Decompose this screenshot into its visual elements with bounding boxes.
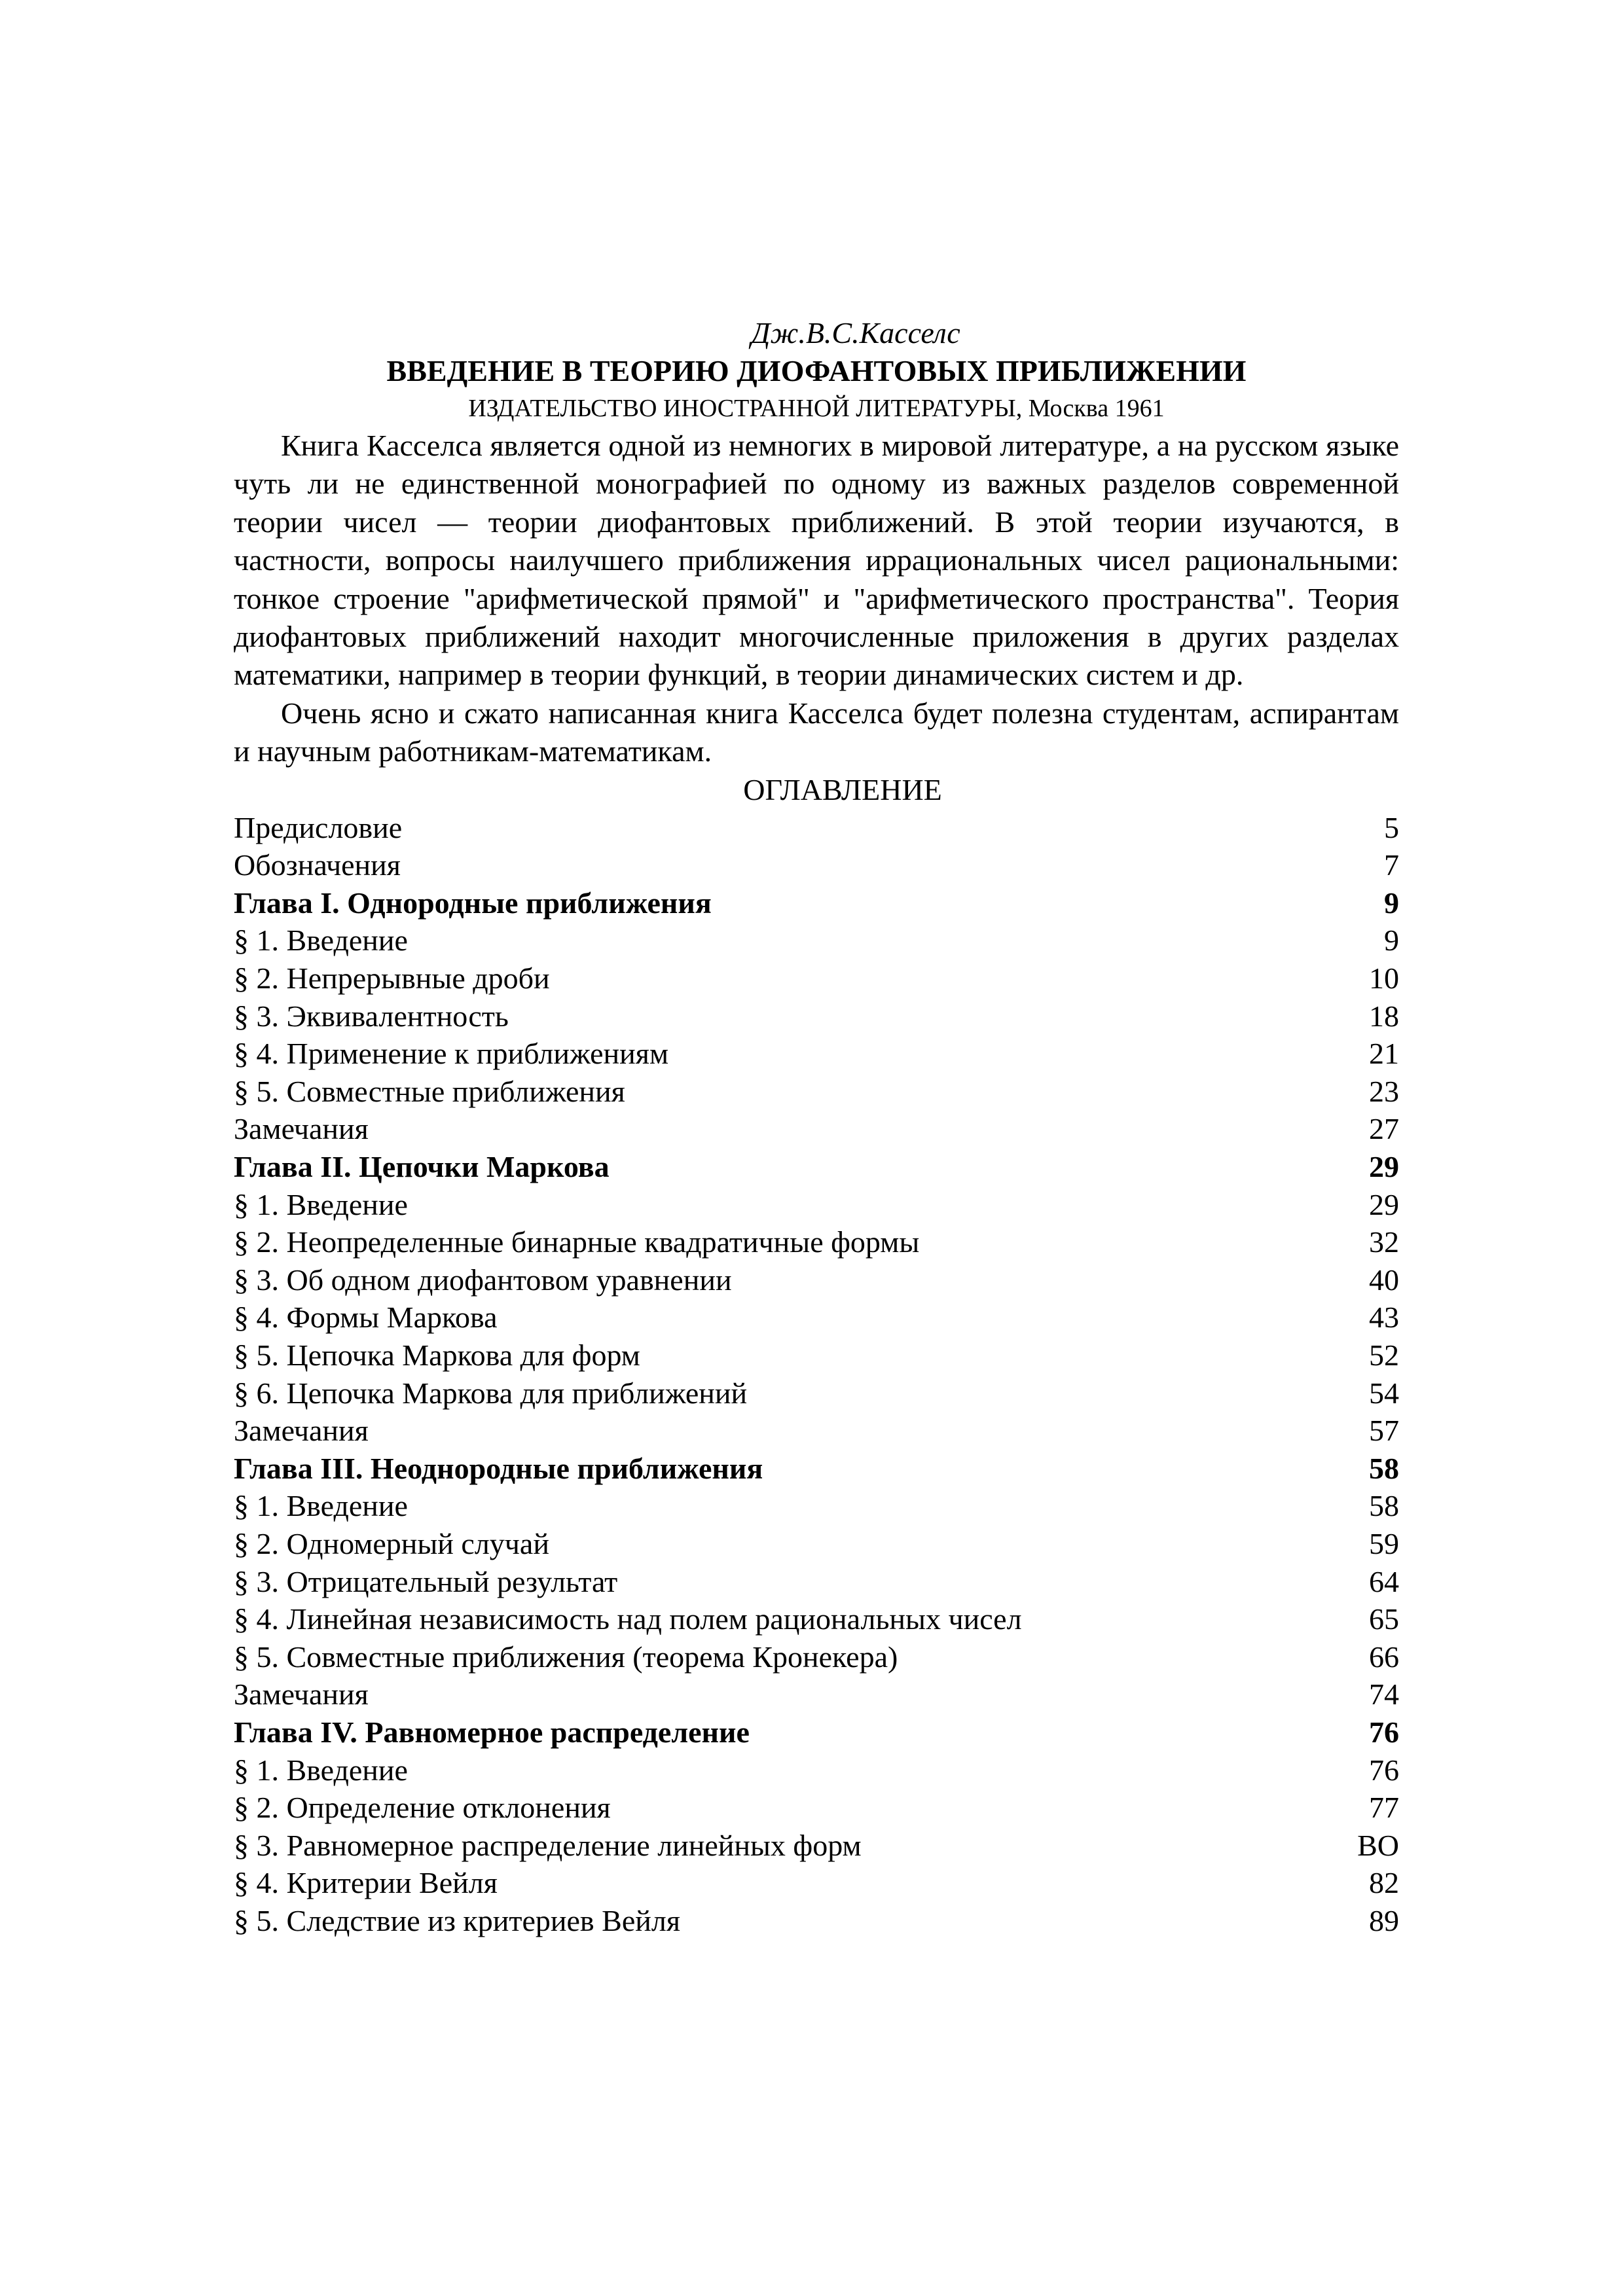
toc-row	[234, 1525, 1399, 1563]
toc-entry-label: § 1. Введение	[234, 924, 408, 958]
toc-entry-page: 29	[1369, 1150, 1399, 1183]
toc-row	[234, 1600, 1399, 1638]
toc-entry-label: § 1. Введение	[234, 1489, 408, 1523]
toc-row	[234, 1751, 1399, 1789]
toc-entry-page: 54	[1369, 1376, 1399, 1410]
book-title: ВВЕДЕНИЕ В ТЕОРИЮ ДИОФАНТОВЫХ ПРИБЛИЖЕНИИ	[386, 354, 1247, 387]
book-author: Дж.В.С.Касселс	[751, 316, 960, 350]
toc-row	[234, 1374, 1399, 1412]
toc-chapter-row	[234, 1148, 1399, 1186]
toc-entry-label: Замечания	[234, 1414, 369, 1448]
toc-entry-label: § 4. Применение к приближениям	[234, 1037, 669, 1071]
toc-entry-label: § 3. Об одном диофантовом уравнении	[234, 1263, 732, 1297]
toc-entry-page: 65	[1369, 1602, 1399, 1636]
toc-row	[234, 1789, 1399, 1827]
toc-row	[234, 1638, 1399, 1676]
toc-entry-label: Глава I. Однородные приближения	[234, 886, 712, 920]
toc-entry-page: 82	[1369, 1866, 1399, 1900]
toc-entry-label: § 4. Линейная независимость над полем рациональных чисел	[234, 1602, 1022, 1636]
toc-entry-label: § 3. Равномерное распределение линейных форм	[234, 1828, 862, 1862]
toc-chapter-row	[234, 884, 1399, 922]
toc-row	[234, 1073, 1399, 1111]
toc-entry-page: 18	[1369, 999, 1399, 1033]
toc-entry-page: 40	[1369, 1263, 1399, 1297]
toc-entry-page: 64	[1369, 1564, 1399, 1598]
toc-row	[234, 1827, 1399, 1865]
toc-row	[234, 922, 1399, 960]
toc-heading: ОГЛАВЛЕНИЕ	[743, 772, 942, 806]
toc-entry-label: § 2. Одномерный случай	[234, 1526, 549, 1560]
toc-entry-page: 43	[1369, 1300, 1399, 1335]
toc-entry-page: 52	[1369, 1338, 1399, 1372]
toc-entry-label: § 1. Введение	[234, 1187, 408, 1221]
table-of-contents	[234, 809, 1399, 1940]
toc-row	[234, 1223, 1399, 1261]
toc-entry-page: 9	[1384, 886, 1399, 920]
toc-entry-page: 77	[1369, 1791, 1399, 1825]
toc-entry-label: § 2. Определение отклонения	[234, 1791, 611, 1825]
toc-entry-label: § 2. Непрерывные дроби	[234, 961, 550, 996]
toc-row	[234, 1563, 1399, 1601]
toc-entry-page: 7	[1384, 848, 1399, 882]
toc-row	[234, 1676, 1399, 1713]
toc-entry-label: § 5. Совместные приближения (теорема Кронекера)	[234, 1640, 898, 1674]
document-page	[234, 314, 1399, 1939]
toc-entry-label: Замечания	[234, 1677, 369, 1712]
toc-entry-label: § 1. Введение	[234, 1753, 408, 1787]
toc-entry-label: § 5. Цепочка Маркова для форм	[234, 1338, 640, 1372]
toc-row	[234, 997, 1399, 1035]
toc-entry-page: 23	[1369, 1074, 1399, 1108]
toc-entry-label: § 3. Отрицательный результат	[234, 1564, 618, 1598]
toc-entry-page: 10	[1369, 961, 1399, 996]
toc-row	[234, 1261, 1399, 1299]
book-publisher: ИЗДАТЕЛЬСТВО ИНОСТРАННОЙ ЛИТЕРАТУРЫ, Москва 1961	[468, 395, 1165, 422]
toc-entry-label: Глава II. Цепочки Маркова	[234, 1150, 610, 1183]
toc-entry-page: 74	[1369, 1677, 1399, 1712]
toc-entry-page: 58	[1369, 1451, 1399, 1485]
toc-row	[234, 1186, 1399, 1224]
toc-entry-label: § 3. Эквивалентность	[234, 999, 509, 1033]
description-paragraph: Очень ясно и сжато написанная книга Касселса будет полезна студентам, аспирантам и научным работникам-математикам.	[234, 696, 1399, 768]
toc-entry-page: 76	[1369, 1715, 1399, 1749]
toc-entry-page: 21	[1369, 1037, 1399, 1071]
toc-entry-label: Обозначения	[234, 848, 401, 882]
toc-entry-label: Глава IV. Равномерное распределение	[234, 1715, 750, 1749]
toc-entry-label: Глава III. Неоднородные приближения	[234, 1451, 763, 1485]
toc-chapter-row	[234, 1450, 1399, 1488]
toc-entry-page: ВО	[1357, 1828, 1399, 1862]
toc-entry-label: § 4. Формы Маркова	[234, 1300, 498, 1335]
toc-entry-page: 58	[1369, 1489, 1399, 1523]
toc-entry-label: Предисловие	[234, 810, 403, 844]
toc-entry-page: 9	[1384, 924, 1399, 958]
toc-row	[234, 846, 1399, 884]
toc-entry-page: 29	[1369, 1187, 1399, 1221]
toc-entry-label: § 2. Неопределенные бинарные квадратичные формы	[234, 1225, 920, 1259]
toc-chapter-row	[234, 1713, 1399, 1751]
toc-entry-page: 76	[1369, 1753, 1399, 1787]
toc-entry-label: § 5. Следствие из критериев Вейля	[234, 1903, 680, 1937]
toc-entry-page: 89	[1369, 1903, 1399, 1937]
toc-entry-label: § 4. Критерии Вейля	[234, 1866, 498, 1900]
toc-entry-page: 57	[1369, 1414, 1399, 1448]
toc-row	[234, 809, 1399, 847]
toc-entry-label: § 5. Совместные приближения	[234, 1074, 625, 1108]
toc-entry-page: 5	[1384, 810, 1399, 844]
toc-entry-page: 59	[1369, 1526, 1399, 1560]
toc-row	[234, 1412, 1399, 1450]
toc-row	[234, 960, 1399, 997]
toc-entry-page: 27	[1369, 1112, 1399, 1146]
toc-row	[234, 1110, 1399, 1148]
toc-row	[234, 1336, 1399, 1374]
toc-entry-label: Замечания	[234, 1112, 369, 1146]
toc-entry-page: 32	[1369, 1225, 1399, 1259]
description-paragraph: Книга Касселса является одной из немногих в мировой литературе, а на русском языке чуть ли не единственной монографией по одному из важных разделов современной теории чисел — теории диофантовых приближений. В этой теории изучаются, в частности, вопросы наилучшего приближения иррациональных чисел рациональными: тонкое строение "арифметической прямой" и "арифметического пространства". Теория диофантовых приближений находит многочисленные приложения в других разделах математики, например в теории функций, в теории динамических систем и др.	[234, 429, 1399, 692]
toc-row	[234, 1299, 1399, 1336]
toc-row	[234, 1035, 1399, 1073]
toc-entry-page: 66	[1369, 1640, 1399, 1674]
toc-entry-label: § 6. Цепочка Маркова для приближений	[234, 1376, 748, 1410]
toc-row	[234, 1487, 1399, 1525]
toc-row	[234, 1864, 1399, 1902]
toc-row	[234, 1902, 1399, 1940]
